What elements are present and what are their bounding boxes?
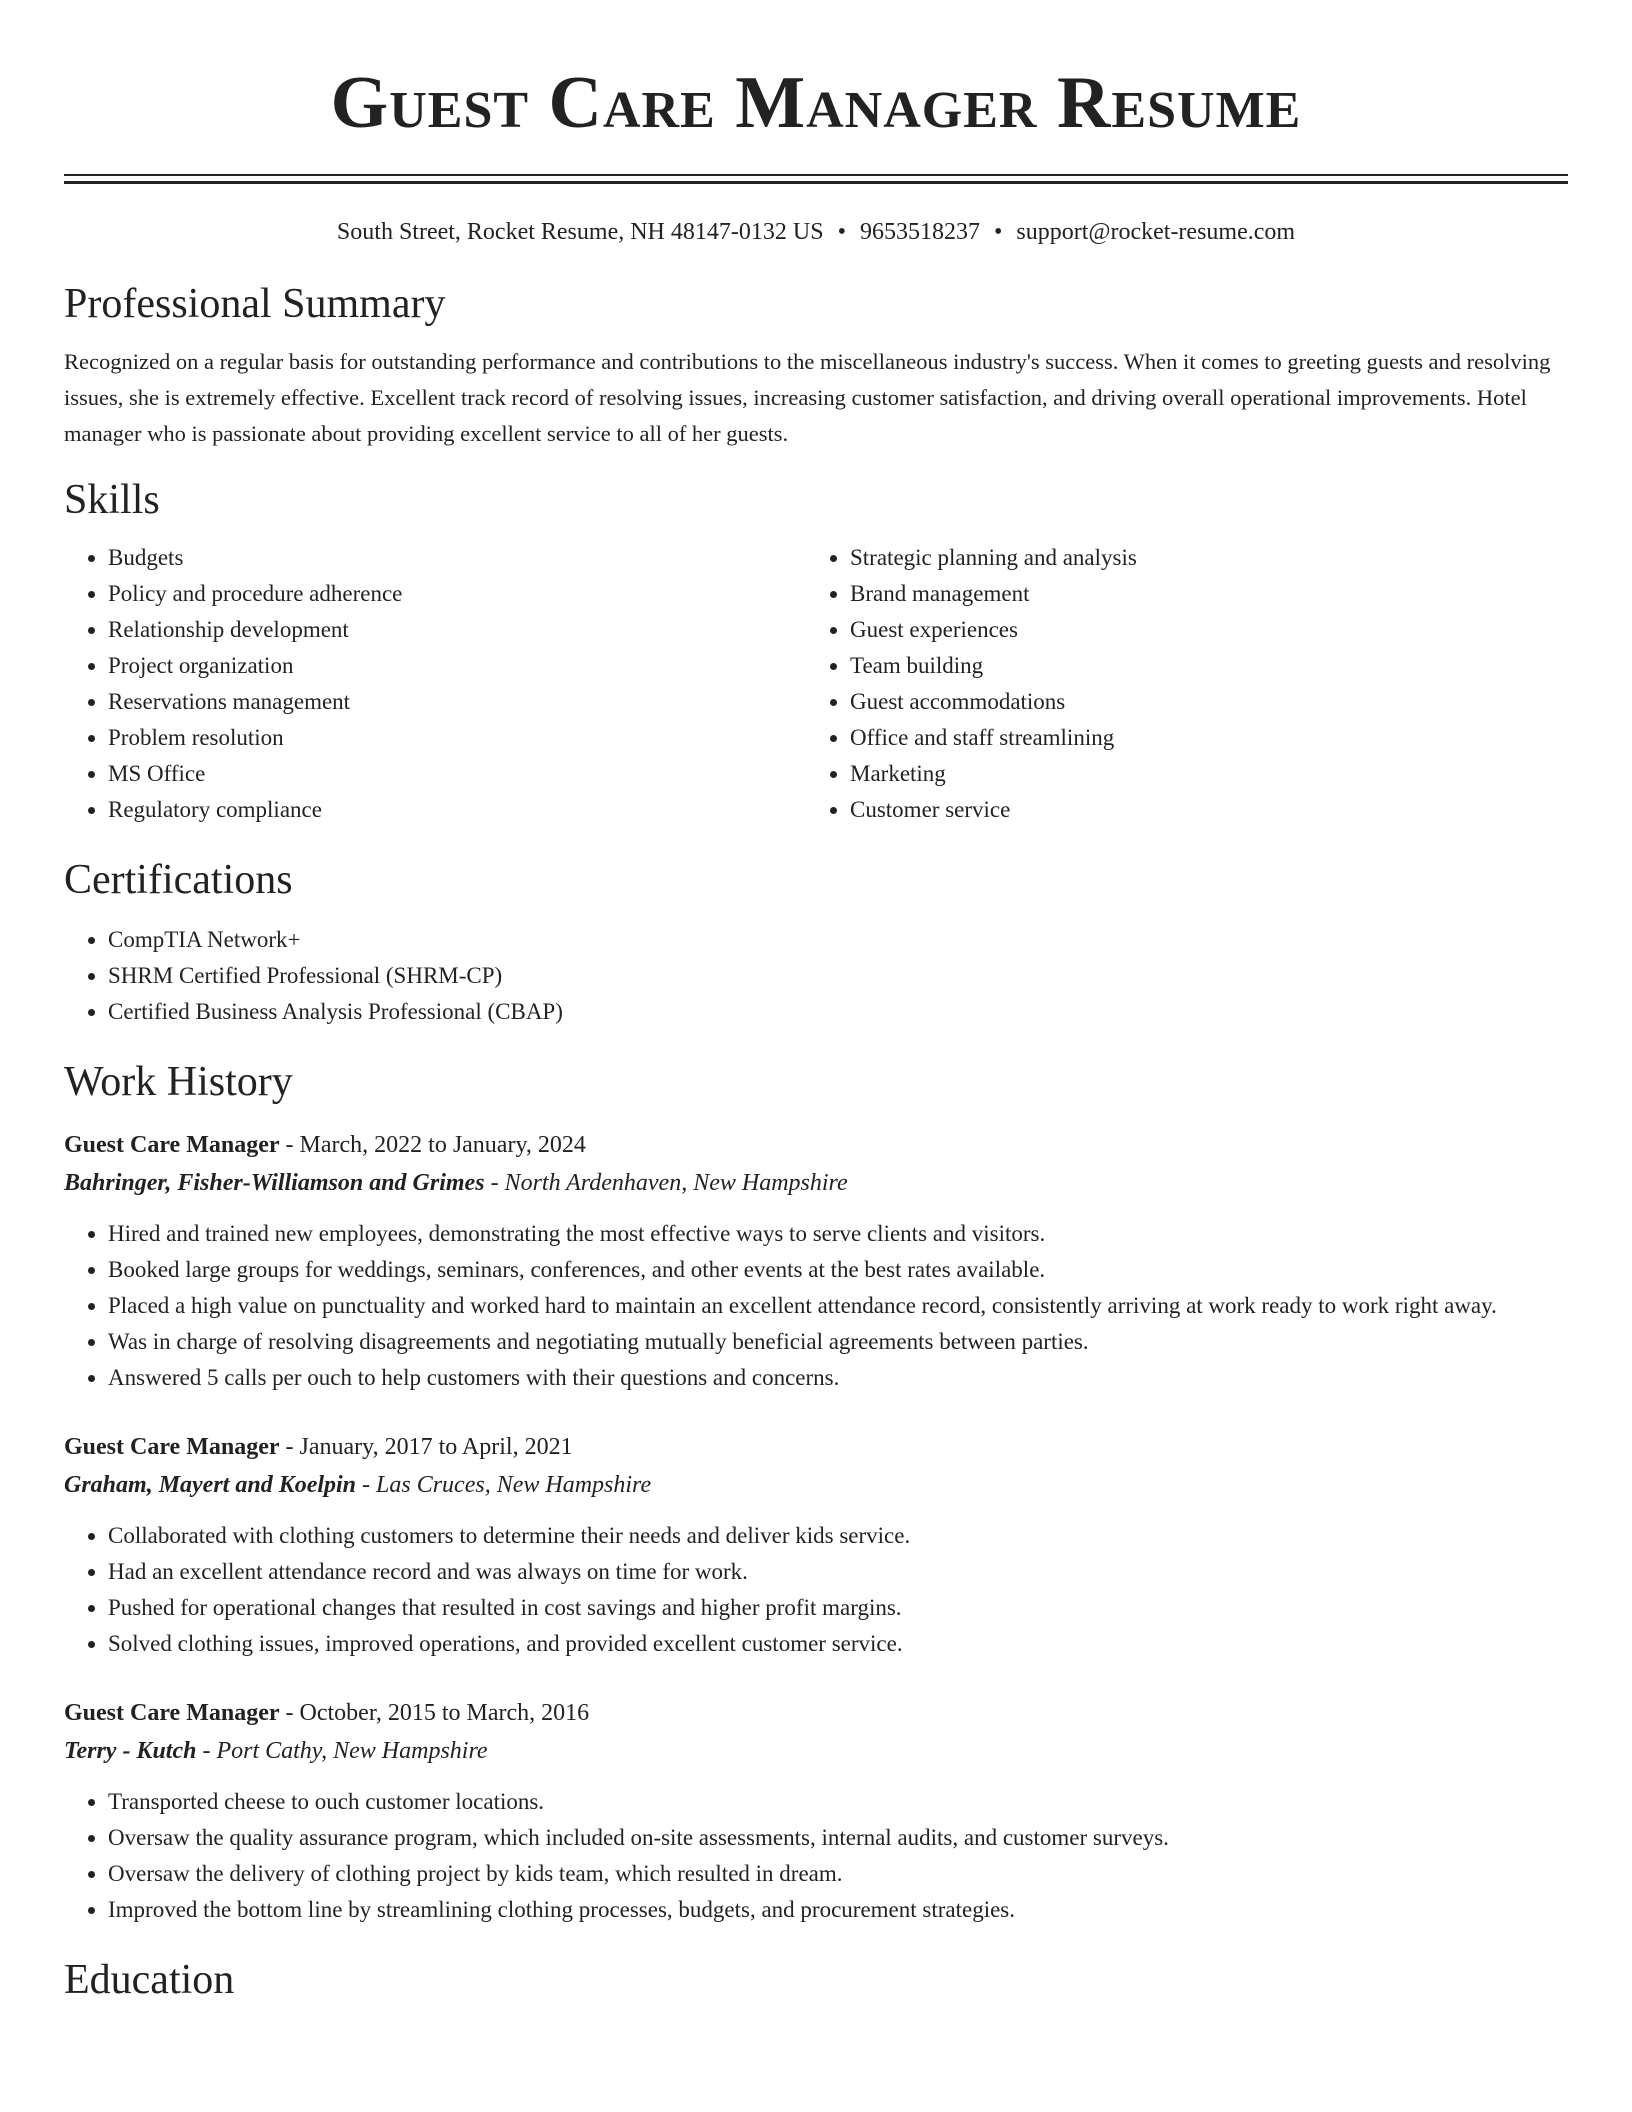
job-bullets [64, 1784, 1568, 1928]
job-title-line [64, 1126, 1568, 1164]
work-history-heading: Work History [64, 1059, 293, 1105]
job-location: - North Ardenhaven, New Hampshire [484, 1170, 848, 1196]
skill-item: • Problem resolution [108, 720, 806, 756]
certification-item: • SHRM Certified Professional (SHRM-CP) [108, 958, 1568, 994]
job-location: - Port Cathy, New Hampshire [196, 1738, 488, 1764]
certifications-heading: Certifications [64, 857, 293, 903]
contact-address: South Street, Rocket Resume, NH 48147-0132 US [336, 219, 824, 245]
job-bullet: • Solved clothing issues, improved operations, and provided excellent customer service. [108, 1626, 1568, 1662]
job-company: Bahringer, Fisher-Williamson and Grimes [64, 1170, 485, 1196]
job-bullet: • Oversaw the delivery of clothing project by kids team, which resulted in dream. [108, 1856, 1568, 1892]
job-dates: - March, 2022 to January, 2024 [279, 1132, 586, 1158]
skill-item: • Marketing [850, 756, 1548, 792]
skill-item: • Customer service [850, 792, 1548, 828]
job-dates: - January, 2017 to April, 2021 [279, 1434, 573, 1460]
job-dates: - October, 2015 to March, 2016 [279, 1700, 590, 1726]
contact-phone: 9653518237 [859, 219, 980, 245]
skill-item: • Office and staff streamlining [850, 720, 1548, 756]
skill-item: • Project organization [108, 648, 806, 684]
skills-columns [64, 540, 1568, 828]
job-bullets [64, 1216, 1568, 1396]
title-rule-top [64, 174, 1568, 176]
contact-email: support@rocket-resume.com [1016, 219, 1296, 245]
job-role: Guest Care Manager [64, 1132, 280, 1158]
skills-list-right [806, 540, 1548, 828]
education-heading: Education [64, 1957, 235, 2003]
job-bullet: • Improved the bottom line by streamlining clothing processes, budgets, and procurement strategies. [108, 1892, 1568, 1928]
skill-item: • Strategic planning and analysis [850, 540, 1548, 576]
skill-item: • MS Office [108, 756, 806, 792]
resume-title: Guest Care Manager Resume [330, 62, 1302, 144]
job-bullet: • Collaborated with clothing customers to determine their needs and deliver kids service. [108, 1518, 1568, 1554]
job-entry [64, 1694, 1568, 1928]
skill-item: • Reservations management [108, 684, 806, 720]
job-bullet: • Transported cheese to ouch customer locations. [108, 1784, 1568, 1820]
job-company: Graham, Mayert and Koelpin [64, 1472, 357, 1498]
job-bullet: • Oversaw the quality assurance program, which included on-site assessments, internal audits, and customer surveys. [108, 1820, 1568, 1856]
summary-text: Recognized on a regular basis for outstanding performance and contributions to the miscellaneous industry's success. When it comes to greeting guests and resolving issues, she is extremely effective. Excellent track record of resolving issues, increasing customer satisfaction, and driving overall operational improvements. Hotel manager who is passionate about providing excellent service to all of her guests. [64, 349, 1551, 446]
job-bullet: • Had an excellent attendance record and was always on time for work. [108, 1554, 1568, 1590]
title-rule-bottom [64, 181, 1568, 184]
certification-item: • CompTIA Network+ [108, 922, 1568, 958]
job-company-line [64, 1164, 1568, 1202]
certifications-list [64, 922, 1568, 1030]
job-company-line [64, 1466, 1568, 1504]
job-bullet: • Pushed for operational changes that resulted in cost savings and higher profit margins. [108, 1590, 1568, 1626]
job-bullets [64, 1518, 1568, 1662]
job-location: - Las Cruces, New Hampshire [356, 1472, 652, 1498]
skills-heading: Skills [64, 477, 160, 523]
job-title-line [64, 1428, 1568, 1466]
job-entry [64, 1428, 1568, 1662]
contact-separator: • [993, 219, 1003, 245]
contact-separator: • [837, 219, 846, 245]
job-bullet: • Booked large groups for weddings, seminars, conferences, and other events at the best rates available. [108, 1252, 1568, 1288]
job-role: Guest Care Manager [64, 1700, 280, 1726]
job-company-line [64, 1732, 1568, 1770]
skill-item: • Brand management [850, 576, 1548, 612]
summary-heading: Professional Summary [64, 281, 446, 327]
skill-item: • Guest experiences [850, 612, 1548, 648]
job-title-line [64, 1694, 1568, 1732]
certification-item: • Certified Business Analysis Professional (CBAP) [108, 994, 1568, 1030]
skills-list-left [64, 540, 806, 828]
skill-item: • Guest accommodations [850, 684, 1548, 720]
job-role: Guest Care Manager [64, 1434, 280, 1460]
job-entry [64, 1126, 1568, 1396]
job-bullet: • Was in charge of resolving disagreements and negotiating mutually beneficial agreements between parties. [108, 1324, 1568, 1360]
skill-item: • Team building [850, 648, 1548, 684]
job-bullet: • Hired and trained new employees, demonstrating the most effective ways to serve clients and visitors. [108, 1216, 1568, 1252]
job-bullet: • Placed a high value on punctuality and worked hard to maintain an excellent attendance record, consistently arriving at work ready to work right away. [108, 1288, 1568, 1324]
job-bullet: • Answered 5 calls per ouch to help customers with their questions and concerns. [108, 1360, 1568, 1396]
skill-item: • Policy and procedure adherence [108, 576, 806, 612]
skill-item: • Budgets [108, 540, 806, 576]
job-company: Terry - Kutch [64, 1738, 197, 1764]
skill-item: • Regulatory compliance [108, 792, 806, 828]
contact-line [64, 216, 1568, 248]
skill-item: • Relationship development [108, 612, 806, 648]
